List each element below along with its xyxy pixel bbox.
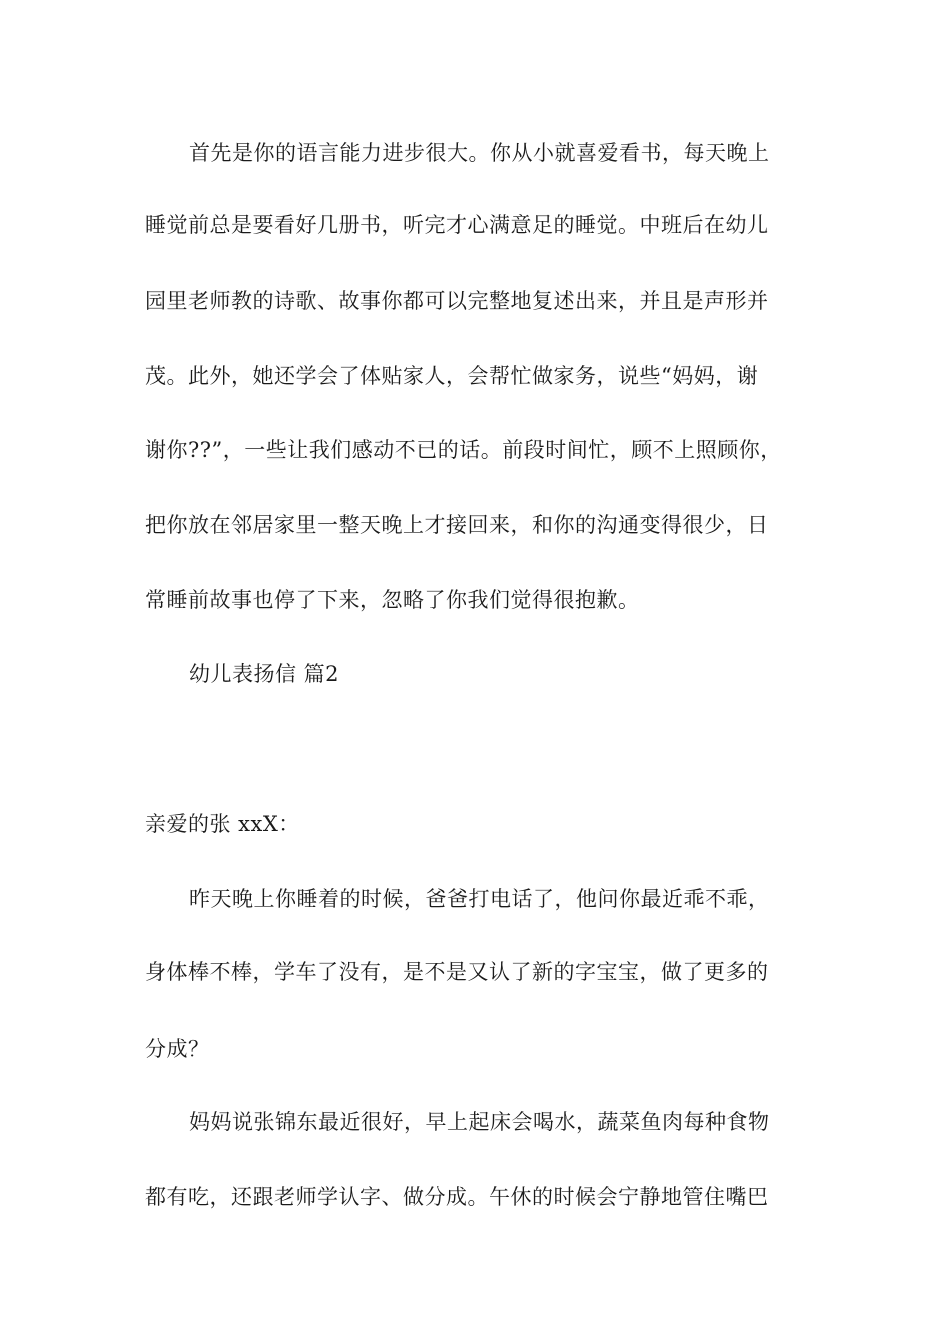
paragraph-1-line-7: 常睡前故事也停了下来，忽略了你我们觉得很抱歉。	[145, 588, 640, 612]
paragraph-1-line-5: 谢你??”，一些让我们感动不已的话。前段时间忙，顾不上照顾你，	[145, 438, 782, 462]
paragraph-1-line-4: 茂。此外，她还学会了体贴家人，会帮忙做家务，说些“妈妈，谢	[145, 364, 759, 388]
paragraph-3-line-1: 妈妈说张锦东最近很好，早上起床会喝水，蔬菜鱼肉每种食物	[189, 1110, 770, 1134]
paragraph-2-line-3: 分成？	[145, 1037, 210, 1061]
salutation: 亲爱的张 xxX：	[145, 812, 300, 836]
paragraph-3-line-2: 都有吃，还跟老师学认字、做分成。午休的时候会宁静地管住嘴巴	[145, 1185, 769, 1209]
paragraph-1-line-1: 首先是你的语言能力进步很大。你从小就喜爱看书，每天晚上	[189, 141, 770, 165]
paragraph-2-line-2: 身体棒不棒，学车了没有，是不是又认了新的字宝宝，做了更多的	[145, 960, 769, 984]
paragraph-1-line-6: 把你放在邻居家里一整天晚上才接回来，和你的沟通变得很少，日	[145, 513, 769, 537]
paragraph-2-line-1: 昨天晚上你睡着的时候，爸爸打电话了，他问你最近乖不乖，	[189, 887, 770, 911]
paragraph-1-line-3: 园里老师教的诗歌、故事你都可以完整地复述出来，并且是声形并	[145, 289, 769, 313]
section-heading: 幼儿表扬信 篇2	[189, 662, 340, 686]
paragraph-1-line-2: 睡觉前总是要看好几册书，听完才心满意足的睡觉。中班后在幼儿	[145, 213, 769, 237]
